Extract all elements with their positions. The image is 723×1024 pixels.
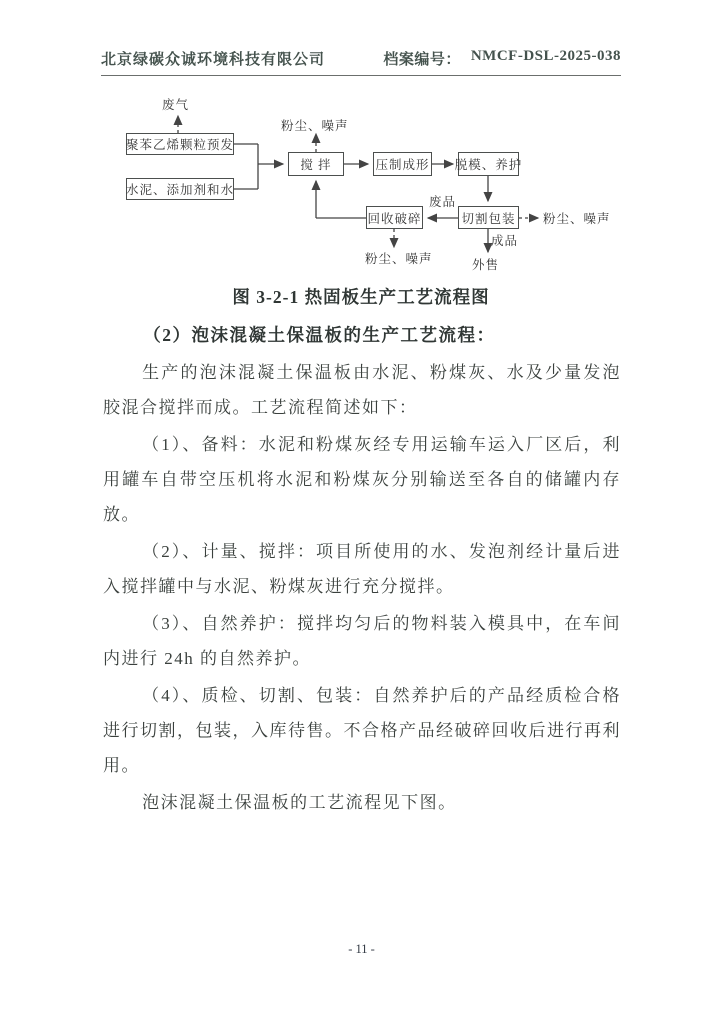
flow-box-cutting-packaging: 切割包装 (458, 206, 519, 229)
flow-box-recycle-crushing: 回收破碎 (366, 206, 423, 229)
flowchart-arrows (0, 88, 723, 288)
paragraph-step1: （1）、备料：水泥和粉煤灰经专用运输车运入厂区后，利用罐车自带空压机将水泥和粉煤灰分别输送至各自的储罐内存放。 (103, 435, 621, 524)
label-dust-noise-recycle: 粉尘、噪声 (365, 252, 433, 266)
flow-box-eps-preexpansion: 聚苯乙烯颗粒预发 (126, 133, 234, 155)
label-waste-gas: 废气 (162, 98, 190, 112)
flow-box-mixing: 搅 拌 (288, 152, 344, 176)
label-dust-noise-cutting: 粉尘、噪声 (543, 212, 611, 226)
archive-info (383, 48, 621, 69)
figure-caption: 图 3-2-1 热固板生产工艺流程图 (232, 287, 490, 307)
paragraph-step2: （2）、计量、搅拌：项目所使用的水、发泡剂经计量后进入搅拌罐中与水泥、粉煤灰进行充分搅拌。 (103, 542, 621, 596)
flow-box-demold-curing: 脱模、养护 (458, 152, 519, 176)
flow-box-cement-additives-water: 水泥、添加剂和水 (126, 178, 234, 200)
company-name: 北京绿碳众诚环境科技有限公司 (101, 52, 326, 68)
archive-number: NMCF-DSL-2025-038 (470, 48, 621, 64)
page-footer (0, 942, 723, 957)
label-dust-noise-mixing: 粉尘、噪声 (281, 119, 349, 133)
paragraph-step4: （4）、质检、切割、包装：自然养护后的产品经质检合格进行切割，包装，入库待售。不合格产品经破碎回收后进行再利用。 (103, 686, 621, 775)
sub-heading: （2）泡沫混凝土保温板的生产工艺流程： (143, 325, 496, 345)
archive-label: 档案编号： (383, 52, 461, 68)
label-finished-product: 成品 (491, 234, 519, 248)
label-scrap: 废品 (429, 195, 457, 209)
body-text (103, 318, 621, 822)
process-flowchart (0, 88, 723, 288)
label-external-sale: 外售 (472, 258, 500, 272)
paragraph-closing: 泡沫混凝土保温板的工艺流程见下图。 (142, 793, 457, 812)
flow-box-press-forming: 压制成形 (373, 152, 432, 176)
paragraph-intro: 生产的泡沫混凝土保温板由水泥、粉煤灰、水及少量发泡胶混合搅拌而成。工艺流程简述如下： (103, 363, 621, 417)
paragraph-step3: （3）、自然养护：搅拌均匀后的物料装入模具中，在车间内进行 24h 的自然养护。 (103, 614, 621, 668)
page-header (101, 48, 621, 76)
page-number: - 11 - (348, 942, 375, 956)
